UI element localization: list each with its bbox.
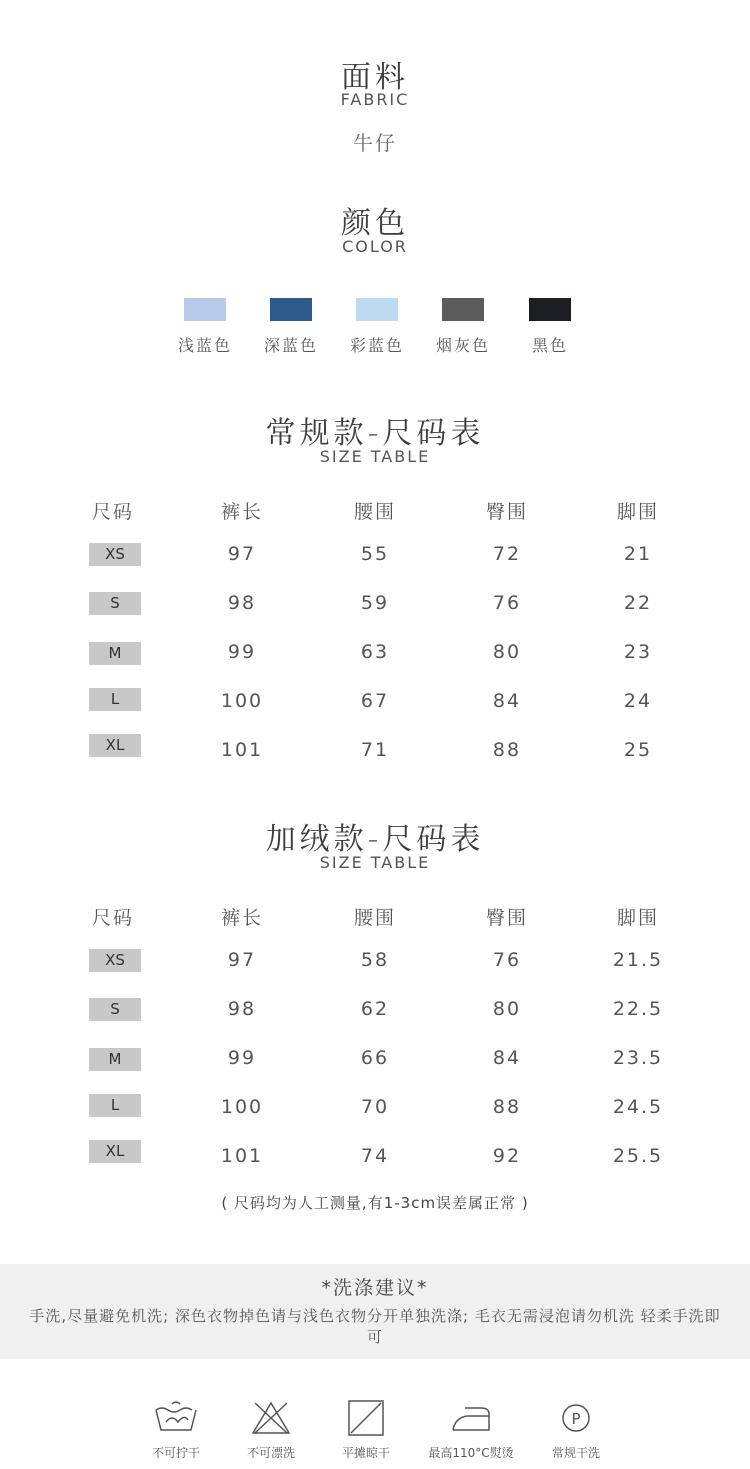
table-cell: 97 (227, 543, 257, 565)
table-cell: 99 (227, 641, 257, 663)
color-swatch[interactable] (356, 298, 398, 321)
color-swatch-label: 烟灰色 (435, 336, 490, 355)
table-cell: 84 (492, 690, 522, 712)
table-cell: 72 (492, 543, 522, 565)
column-header: 尺码 (91, 907, 134, 929)
table-cell: 88 (492, 739, 522, 761)
column-header: 尺码 (91, 501, 134, 523)
column-header: 裤长 (220, 501, 263, 523)
table-cell: 80 (492, 641, 522, 663)
table-cell: 101 (220, 1145, 264, 1167)
color-subtitle: COLOR (342, 237, 408, 256)
table-cell: 70 (360, 1096, 390, 1118)
fabric-title: 面料 (341, 60, 409, 95)
size-badge: L (89, 688, 141, 711)
color-swatch[interactable] (442, 298, 484, 321)
table-cell: 21 (623, 543, 653, 565)
care-label: 常规干洗 (551, 1446, 600, 1460)
dry-flat-icon (342, 1400, 390, 1436)
table-cell: 84 (492, 1047, 522, 1069)
table-cell: 92 (492, 1145, 522, 1167)
column-header: 裤长 (220, 907, 263, 929)
care-item (521, 1400, 631, 1461)
size-badge: M (89, 642, 141, 665)
color-swatch-label: 黑色 (531, 336, 568, 355)
color-swatch-label: 彩蓝色 (349, 336, 404, 355)
table-cell: 97 (227, 949, 257, 971)
no-wring-icon (152, 1400, 200, 1436)
size-badge: XL (89, 1140, 141, 1163)
regular-size-subtitle: SIZE TABLE (319, 447, 431, 466)
table-cell: 22.5 (612, 998, 664, 1020)
size-badge: M (89, 1048, 141, 1071)
table-cell: 99 (227, 1047, 257, 1069)
column-header: 臀围 (485, 907, 528, 929)
color-swatch[interactable] (270, 298, 312, 321)
wash-advice-text: 手洗,尽量避免机洗; 深色衣物掉色请与浅色衣物分开单独洗涤; 毛衣无需浸泡请勿机洗 轻柔手洗即可 (29, 1307, 721, 1346)
column-header: 腰围 (353, 501, 396, 523)
table-cell: 98 (227, 592, 257, 614)
wash-advice-title: *洗涤建议* (321, 1277, 429, 1299)
table-cell: 80 (492, 998, 522, 1020)
care-label: 不可漂洗 (246, 1446, 295, 1460)
table-cell: 88 (492, 1096, 522, 1118)
table-cell: 23.5 (612, 1047, 664, 1069)
table-cell: 74 (360, 1145, 390, 1167)
size-badge: S (89, 592, 141, 615)
care-item (121, 1400, 231, 1461)
fleece-size-subtitle: SIZE TABLE (319, 853, 431, 872)
svg-text:P: P (571, 1410, 581, 1428)
table-cell: 59 (360, 592, 390, 614)
care-item (216, 1400, 326, 1461)
color-swatch-label: 深蓝色 (263, 336, 318, 355)
table-cell: 101 (220, 739, 264, 761)
size-badge: XL (89, 734, 141, 757)
care-item (416, 1400, 526, 1461)
table-cell: 25 (623, 739, 653, 761)
size-badge: S (89, 998, 141, 1021)
no-bleach-icon (247, 1400, 295, 1436)
care-label: 平摊晾干 (341, 1446, 390, 1460)
table-cell: 21.5 (612, 949, 664, 971)
dry-clean-icon (552, 1400, 600, 1436)
table-cell: 100 (220, 1096, 264, 1118)
column-header: 腰围 (353, 907, 396, 929)
column-header: 脚围 (616, 907, 659, 929)
fabric-value: 牛仔 (353, 131, 397, 155)
measurement-note: ( 尺码均为人工测量,有1-3cm误差属正常 ) (221, 1194, 529, 1212)
column-header: 脚围 (616, 501, 659, 523)
table-cell: 100 (220, 690, 264, 712)
fleece-size-title: 加绒款-尺码表 (265, 822, 485, 857)
size-badge: XS (89, 949, 141, 972)
table-cell: 76 (492, 949, 522, 971)
care-label: 不可拧干 (151, 1446, 200, 1460)
size-badge: XS (89, 543, 141, 566)
table-cell: 76 (492, 592, 522, 614)
column-header: 臀围 (485, 501, 528, 523)
fabric-subtitle: FABRIC (340, 90, 410, 109)
table-cell: 25.5 (612, 1145, 664, 1167)
care-item (311, 1400, 421, 1461)
regular-size-title: 常规款-尺码表 (265, 416, 485, 451)
color-title: 颜色 (341, 206, 409, 241)
table-cell: 63 (360, 641, 390, 663)
table-cell: 55 (360, 543, 390, 565)
table-cell: 24 (623, 690, 653, 712)
table-cell: 24.5 (612, 1096, 664, 1118)
color-swatch-label: 浅蓝色 (177, 336, 232, 355)
table-cell: 62 (360, 998, 390, 1020)
table-cell: 23 (623, 641, 653, 663)
table-cell: 67 (360, 690, 390, 712)
care-label: 最高110°C熨烫 (428, 1446, 514, 1460)
table-cell: 58 (360, 949, 390, 971)
table-cell: 22 (623, 592, 653, 614)
table-cell: 66 (360, 1047, 390, 1069)
color-swatch[interactable] (529, 298, 571, 321)
size-badge: L (89, 1094, 141, 1117)
color-swatch[interactable] (184, 298, 226, 321)
table-cell: 98 (227, 998, 257, 1020)
table-cell: 71 (360, 739, 390, 761)
iron-icon (447, 1400, 495, 1436)
